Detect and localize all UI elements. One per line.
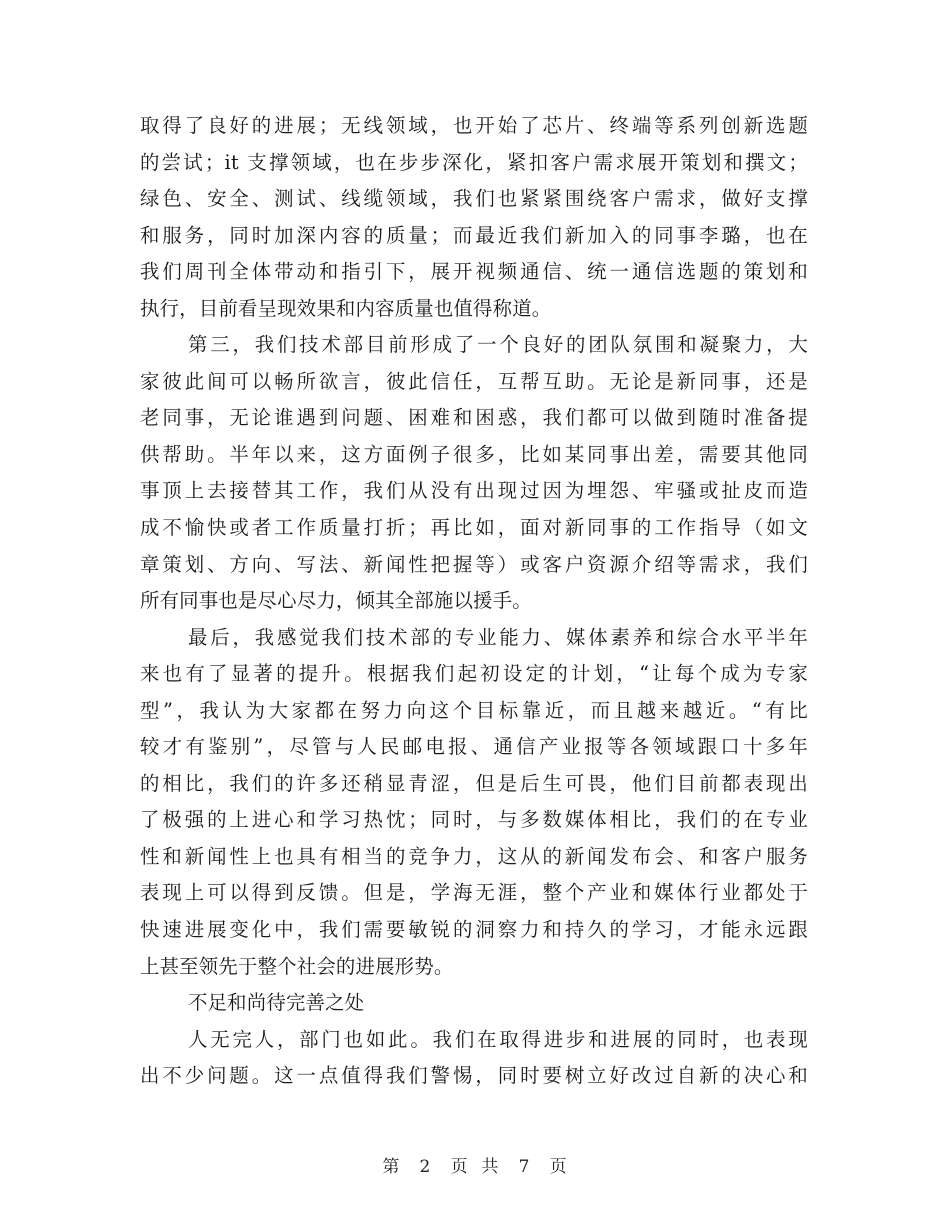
text-line: 和服务，同时加深内容的质量；而最近我们新加入的同事李璐，也在 <box>140 223 808 247</box>
text-line: 老同事，无论谁遇到问题、困难和困惑，我们都可以做到随时准备提 <box>140 406 808 430</box>
text-line: 最后，我感觉我们技术部的专业能力、媒体素养和综合水平半年 <box>188 625 808 649</box>
text-line: 家彼此间可以畅所欲言，彼此信任，互帮互助。无论是新同事，还是 <box>140 369 808 393</box>
current-page-number: 2 <box>419 1157 432 1177</box>
text-line: 执行，目前看呈现效果和内容质量也值得称道。 <box>140 296 552 320</box>
text-line: 较才有鉴别”，尽管与人民邮电报、通信产业报等各领域跟口十多年 <box>140 735 808 759</box>
text-line: 人无完人，部门也如此。我们在取得进步和进展的同时，也表现 <box>188 1027 808 1051</box>
text-line: 的尝试；it 支撑领域，也在步步深化，紧扣客户需求展开策划和撰文； <box>140 150 808 174</box>
text-line: 表现上可以得到反馈。但是，学海无涯，整个产业和媒体行业都处于 <box>140 881 808 905</box>
footer-middle: 页 共 <box>450 1157 500 1177</box>
total-page-count: 7 <box>518 1157 531 1177</box>
text-line: 型”，我认为大家都在努力向这个目标靠近，而且越来越近。“有比 <box>140 698 808 722</box>
text-line: 了极强的上进心和学习热忱；同时，与多数媒体相比，我们的在专业 <box>140 808 808 832</box>
text-line: 的相比，我们的许多还稍显青涩，但是后生可畏，他们目前都表现出 <box>140 771 808 795</box>
paragraph <box>140 1022 808 1095</box>
footer-suffix: 页 <box>549 1157 568 1177</box>
text-line: 所有同事也是尽心尽力，倾其全部施以援手。 <box>140 589 532 613</box>
text-line: 供帮助。半年以来，这方面例子很多，比如某同事出差，需要其他同 <box>140 442 808 466</box>
text-line: 上甚至领先于整个社会的进展形势。 <box>140 954 454 978</box>
paragraph <box>140 620 808 985</box>
text-line: 成不愉快或者工作质量打折；再比如，面对新同事的工作指导（如文 <box>140 516 808 540</box>
text-line: 不足和尚待完善之处 <box>188 991 365 1015</box>
paragraph <box>140 108 808 327</box>
text-line: 绿色、安全、测试、线缆领域，我们也紧紧围绕客户需求，做好支撑 <box>140 187 808 211</box>
text-line: 第三，我们技术部目前形成了一个良好的团队氛围和凝聚力，大 <box>188 333 808 357</box>
text-line: 章策划、方向、写法、新闻性把握等）或客户资源介绍等需求，我们 <box>140 552 808 576</box>
text-line: 来也有了显著的提升。根据我们起初设定的计划，“让每个成为专家 <box>140 662 808 686</box>
footer-prefix: 第 <box>382 1157 401 1177</box>
document-body <box>140 108 808 1095</box>
text-line: 我们周刊全体带动和指引下，展开视频通信、统一通信选题的策划和 <box>140 260 808 284</box>
text-line: 性和新闻性上也具有相当的竞争力，这从的新闻发布会、和客户服务 <box>140 844 808 868</box>
page-footer <box>0 1152 950 1177</box>
text-line: 取得了良好的进展；无线领域，也开始了芯片、终端等系列创新选题 <box>140 114 808 137</box>
text-line: 出不少问题。这一点值得我们警惕，同时要树立好改过自新的决心和 <box>140 1064 808 1088</box>
text-line: 事顶上去接替其工作，我们从没有出现过因为埋怨、牢骚或扯皮而造 <box>140 479 808 503</box>
text-line: 快速进展变化中，我们需要敏锐的洞察力和持久的学习，才能永远跟 <box>140 918 808 942</box>
paragraph <box>140 327 808 619</box>
paragraph <box>140 985 808 1022</box>
